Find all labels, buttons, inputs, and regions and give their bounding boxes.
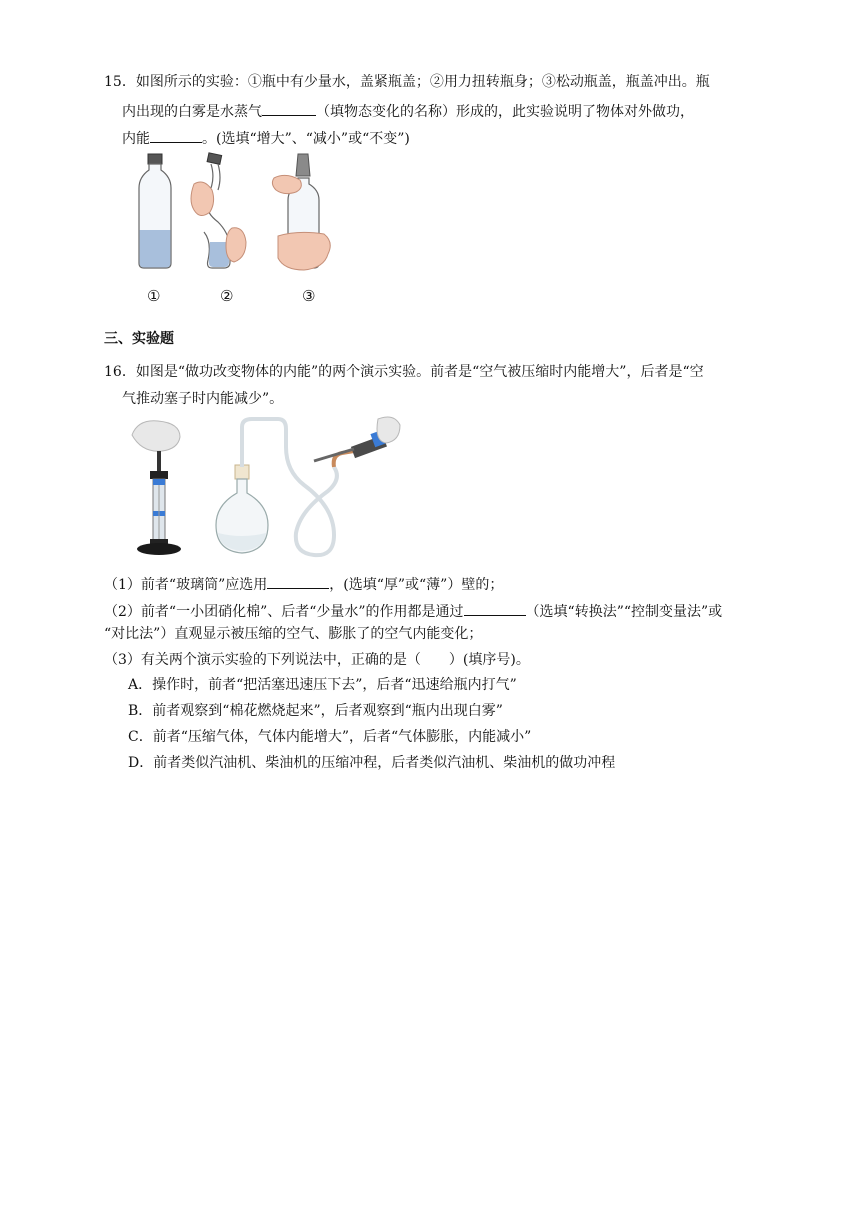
bottle-figure (128, 150, 348, 275)
q15-line-2-text-a: 内出现的白雾是水蒸气 (122, 104, 262, 120)
q16-sub-2 (104, 599, 722, 622)
option-a: A．操作时，前者“把活塞迅速压下去”，后者“迅速给瓶内打气” (128, 677, 517, 693)
syringe-icon (132, 421, 181, 555)
q16-sub-2-text-b: （选填“转换法”“控制变量法”或 (525, 604, 723, 620)
q16-sub-1 (104, 572, 503, 595)
q15-line-3-text-a: 内能 (122, 131, 150, 147)
q16-blank-2[interactable] (464, 599, 526, 616)
experiment-figure (128, 415, 403, 563)
q16-line-2: 气推动塞子时内能减少”。 (122, 391, 284, 407)
option-b: B．前者观察到“棉花燃烧起来”，后者观察到“瓶内出现白雾” (128, 703, 503, 719)
bottle-3-icon (272, 154, 330, 270)
section-title: 三、实验题 (104, 331, 174, 347)
flask-icon (216, 465, 268, 553)
q15-line-2 (122, 99, 694, 122)
bottle-2-icon (191, 153, 246, 268)
figure-label-3: ③ (302, 287, 316, 305)
bottle-1-icon (139, 154, 171, 268)
q15-blank-2[interactable] (150, 126, 202, 143)
figure-label-2: ② (220, 287, 234, 305)
q16-sub-2-text-a: （2）前者“一小团硝化棉”、后者“少量水”的作用都是通过 (104, 604, 464, 620)
q16-sub-1-text-a: （1）前者“玻璃筒”应选用 (104, 577, 268, 593)
q16-sub-3: （3）有关两个演示实验的下列说法中，正确的是（ ）(填序号)。 (104, 652, 530, 668)
q15-line-1: 15．如图所示的实验：①瓶中有少量水，盖紧瓶盖；②用力扭转瓶身；③松动瓶盖，瓶盖冲出。瓶 (104, 74, 710, 90)
q16-blank-1[interactable] (267, 572, 329, 589)
pump-icon (314, 417, 400, 461)
q16-line-1: 16．如图是“做功改变物体的内能”的两个演示实验。前者是“空气被压缩时内能增大”，后者是“空 (104, 364, 704, 380)
option-c: C．前者“压缩气体，气体内能增大”，后者“气体膨胀，内能减小” (128, 729, 532, 745)
option-d: D．前者类似汽油机、柴油机的压缩冲程，后者类似汽油机、柴油机的做功冲程 (128, 755, 616, 771)
q15-blank-1[interactable] (262, 99, 316, 116)
q16-sub-1-text-b: ，(选填“厚”或“薄”）壁的； (329, 577, 504, 593)
q16-sub-2-cont: “对比法”）直观显示被压缩的空气、膨胀了的空气内能变化； (104, 626, 483, 642)
q15-line-2-text-b: （填物态变化的名称）形成的，此实验说明了物体对外做功， (316, 104, 694, 120)
q15-line-3-text-b: 。(选填“增大”、“减小”或“不变”) (202, 131, 410, 147)
q15-line-3 (122, 126, 410, 149)
figure-label-1: ① (147, 287, 161, 305)
